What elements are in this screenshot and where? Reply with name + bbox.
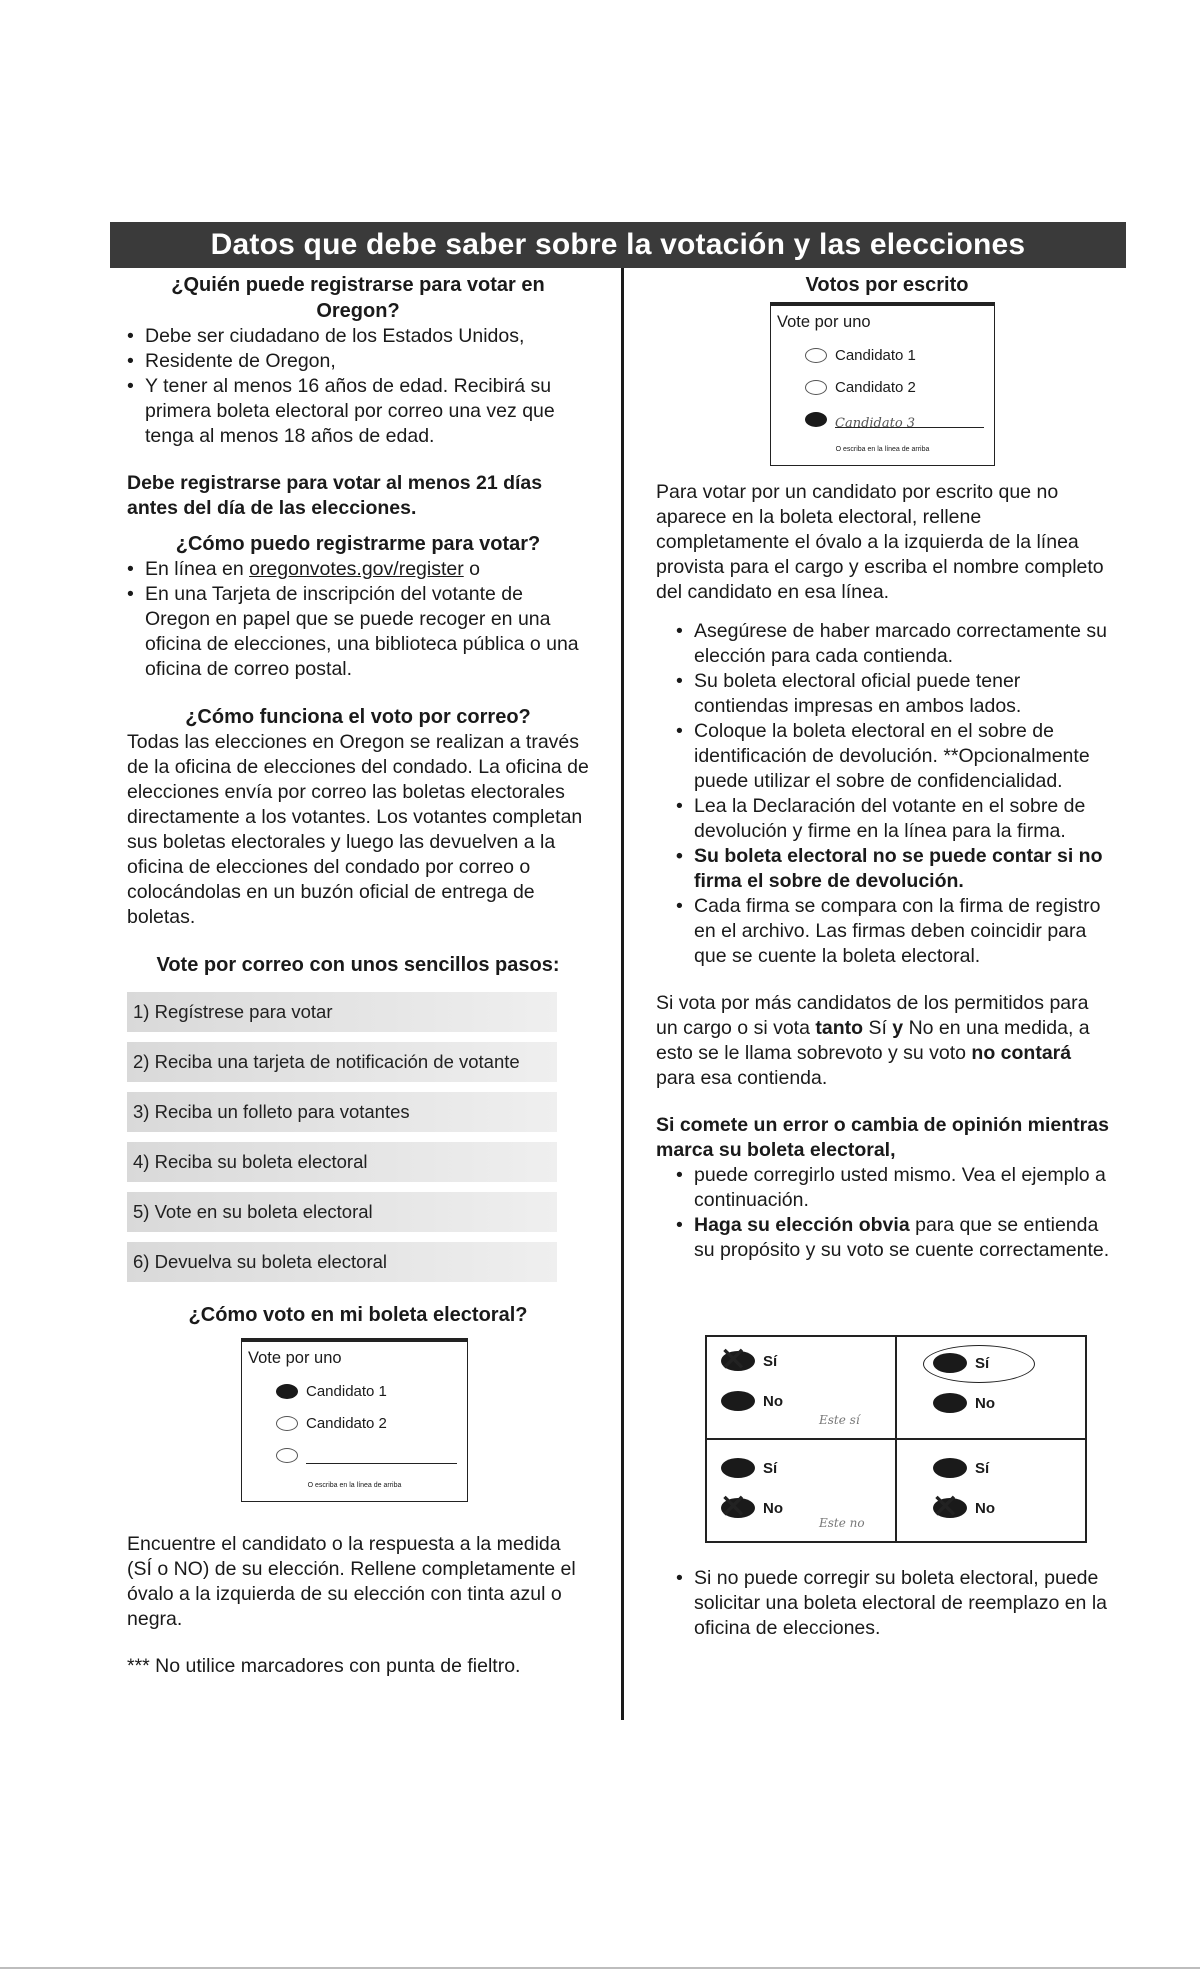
opt-no [933,1393,995,1413]
overvote-bold2: y [892,1017,904,1039]
register-link[interactable]: oregonvotes.gov/register [249,558,464,580]
empty-oval-icon [276,1448,298,1463]
deadline-note: Debe registrarse para votar al menos 21 días antes del día de las elecciones. [127,472,543,519]
correction-example-grid [705,1335,1087,1543]
grid-cell-top-right [896,1336,1086,1439]
sample-row-2 [771,371,994,403]
overvote-bold3: no contará [971,1042,1072,1064]
handwritten-este-no: Este no [819,1516,865,1530]
opt-no [721,1391,783,1411]
filled-oval-icon [933,1393,967,1413]
sample-cand1: Candidato 1 [835,346,916,364]
label-si: Sí [975,1459,990,1477]
empty-oval-icon [805,348,827,363]
ballot-body: Encuentre el candidato o la respuesta a la medida (SÍ o NO) de su elección. Rellene completamente el óvalo a la izquierda de su elección con tinta azul o negra. [127,1533,576,1630]
filled-oval-icon [276,1384,298,1399]
sample-title: Vote por uno [777,313,871,331]
empty-oval-icon [805,380,827,395]
sample-cand1: Candidato 1 [306,1382,387,1400]
filled-oval-icon [805,412,827,427]
overvote-part2: Sí [868,1017,887,1039]
list-item [676,1213,1118,1263]
step-item: 4) Reciba su boleta electoral [127,1142,557,1182]
filled-oval-icon [933,1353,967,1373]
filled-oval-icon [721,1391,755,1411]
writein-body: Para votar por un candidato por escrito que no aparece en la boleta electoral, rellene completamente el óvalo a la izquierda de la línea provista para el cargo y escriba el nombre completo del candidato en esa línea. [656,481,1104,603]
overvote-part1: Si vota por más candidatos de los permitidos para un cargo o si vota [656,992,1089,1039]
obvious-bold: Haga su elección obvia [694,1214,910,1236]
mistake-list [656,1163,1118,1263]
step-item: 2) Reciba una tarjeta de notificación de votante [127,1042,557,1082]
writein-sample-ballot [770,302,995,466]
list-item [127,557,589,582]
label-no: No [975,1499,995,1517]
list-item: • Lea la Declaración del votante en el sobre de devolución y firme en la línea para la firma. [676,794,1118,844]
checklist [656,619,1118,969]
page-bottom-rule [0,1967,1200,1969]
sample-ballot [241,1338,468,1502]
left-column [127,272,589,1679]
online-suffix: o [469,558,480,580]
column-divider [621,268,624,1720]
opt-si [933,1458,989,1478]
sample-row-1 [242,1375,467,1407]
list-item: • Residente de Oregon, [127,349,589,374]
list-item: • Y tener al menos 16 años de edad. Recibirá su primera boleta electoral por correo una vez que tenga al menos 18 años de edad. [127,374,589,449]
overvote-text [656,991,1118,1091]
mail-body: Todas las elecciones en Oregon se realizan a través de la oficina de elecciones del condado. La oficina de elecciones envía por correo las boletas electorales directamente a los votantes. Los votantes completan sus boletas electorales y luego las devuelven a la oficina de elecciones del condado por correo o colocándolas en un buzón oficial de entrega de boletas. [127,731,589,928]
page-banner: Datos que debe saber sobre la votación y las elecciones [110,222,1126,268]
label-no: No [763,1392,783,1410]
filled-oval-icon [721,1458,755,1478]
label-no: No [975,1394,995,1412]
label-si: Sí [763,1459,778,1477]
list-item: • Su boleta electoral oficial puede tener contiendas impresas en ambos lados. [676,669,1118,719]
list-item: • Debe ser ciudadano de los Estados Unidos, [127,324,589,349]
sample-row-3 [242,1439,467,1471]
step-item: 5) Vote en su boleta electoral [127,1192,557,1232]
who-heading: ¿Quién puede registrarse para votar en Oregon? [171,274,545,322]
label-no: No [763,1499,783,1517]
mail-heading: ¿Cómo funciona el voto por correo? [185,706,531,728]
replacement-block [656,1566,1118,1641]
sample-cand2: Candidato 2 [835,378,916,396]
list-item: • Cada firma se compara con la firma de registro en el archivo. Las firmas deben coincidir para que se cuente la boleta electoral. [676,894,1118,969]
writein-heading: Votos por escrito [805,274,969,296]
cross-out-icon: ✕ [719,1487,748,1527]
obvious-rest: para que se entienda su propósito y su voto se cuente correctamente. [694,1214,1110,1261]
register-list [127,557,589,682]
sample-cand2: Candidato 2 [306,1414,387,1432]
online-prefix: En línea en [145,558,244,580]
list-item: • Asegúrese de haber marcado correctamente su elección para cada contienda. [676,619,1118,669]
right-column [656,272,1118,1263]
empty-oval-icon [276,1416,298,1431]
handwritten-este-si: Este sí [819,1413,860,1427]
grid-cell-top-left [706,1336,896,1439]
list-item: • puede corregirlo usted mismo. Vea el ejemplo a continuación. [676,1163,1118,1213]
mistake-heading: Si comete un error o cambia de opinión mientras marca su boleta electoral, [656,1114,1109,1161]
list-item: • Coloque la boleta electoral en el sobre de identificación de devolución. **Opcionalmente puede utilizar el sobre de confidencialidad. [676,719,1118,794]
opt-si [721,1458,777,1478]
sample-note: O escriba en la línea de arriba [835,446,930,453]
grid-cell-bottom-right [896,1439,1086,1542]
label-si: Sí [763,1352,778,1370]
sample-row-1 [771,339,994,371]
label-si: Sí [975,1354,990,1372]
ballot-heading: ¿Cómo voto en mi boleta electoral? [188,1304,528,1326]
steps-heading: Vote por correo con unos sencillos pasos: [156,954,560,976]
sample-title: Vote por uno [248,1349,342,1367]
step-item: 6) Devuelva su boleta electoral [127,1242,557,1282]
overvote-part4: para esa contienda. [656,1067,828,1089]
cross-out-icon: ✕ [719,1340,748,1380]
steps-list [127,992,589,1282]
list-item: • En una Tarjeta de inscripción del votante de Oregon en papel que se puede recoger en una oficina de elecciones, una biblioteca pública o una oficina de correo postal. [127,582,589,682]
marker-warning: *** No utilice marcadores con punta de fieltro. [127,1655,521,1677]
sample-row-3 [771,403,994,435]
list-item: • Su boleta electoral no se puede contar si no firma el sobre de devolución. [676,844,1118,894]
grid-cell-bottom-left [706,1439,896,1542]
opt-si [933,1353,989,1373]
filled-oval-icon [933,1458,967,1478]
list-item: • Si no puede corregir su boleta electoral, puede solicitar una boleta electoral de reemplazo en la oficina de elecciones. [676,1566,1118,1641]
sample-row-2 [242,1407,467,1439]
step-item: 3) Reciba un folleto para votantes [127,1092,557,1132]
overvote-bold1: tanto [815,1017,864,1039]
handwritten-candidate: Candidato 3 [835,411,984,428]
overvote-part3: No en una medida, a esto se le llama sobrevoto y su voto [656,1017,1090,1064]
sample-note: O escriba en la línea de arriba [307,1482,402,1489]
replacement-list [656,1566,1118,1641]
step-item: 1) Regístrese para votar [127,992,557,1032]
writein-line [306,1447,457,1464]
register-heading: ¿Cómo puedo registrarme para votar? [175,533,541,555]
who-list [127,324,589,449]
cross-out-icon: ✕ [931,1487,960,1527]
